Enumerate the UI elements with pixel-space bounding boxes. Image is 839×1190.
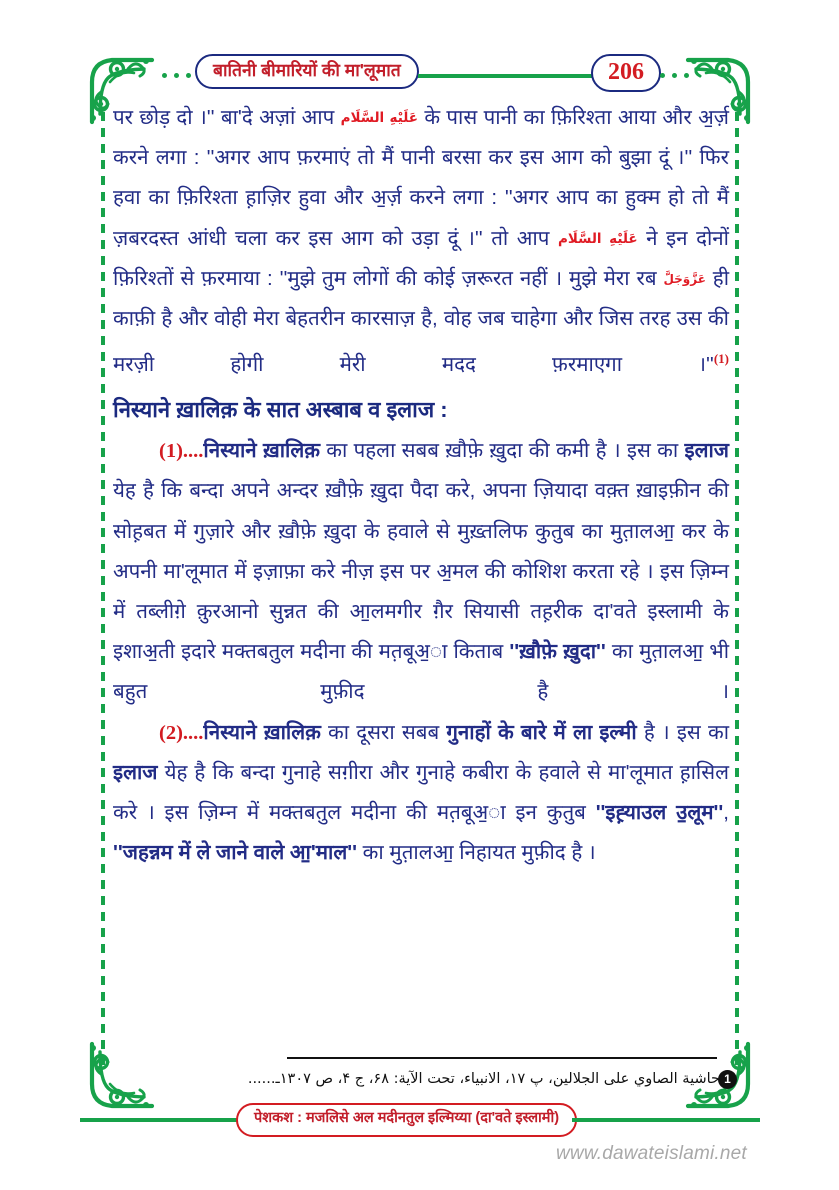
paragraph-narrative [113, 98, 729, 385]
page-header [100, 52, 738, 98]
body-text-column [113, 98, 729, 873]
run-text: का पहला सबब ख़ौफ़े ख़ुदा की कमी है । इस का [319, 439, 685, 463]
run-bold: गुनाहों के बारे में ला इल्मी [446, 720, 637, 744]
footnote-reference[interactable]: (1) [713, 351, 729, 367]
run-text: येह है कि बन्दा अपने अन्दर ख़ौफ़े ख़ुदा पैदा करे, अपना ज़ियादा वक़्त ख़ाइफ़ीन की सोह़बत में गुज़ारे और ख़ौफ़े ख़ुदा के हवाले से मुख़्तलिफ कुतुब का मुत़ालआ॒ कर के अपनी मा'लूमात में इज़ाफ़ा करे नीज़ इस पर अ॒मल की कोशिश करता रहे । इस ज़िम्न में तब्लीग़े क़ुरआनो सुन्नत की आ॒लमगीर ग़ैर सियासी तह़रीक दा'वते इस्लामी के इशाअ॒ती इदारे मक्तबतुल मदीना की मत़बूअ॒ा किताब [113, 479, 729, 664]
run-text: येह है कि बन्दा गुनाहे सग़ीरा और गुनाहे कबीरा के हवाले से मा'लूमात ह़ासिल करे । इस ज़िम्न में मक्तबतुल मदीना की मत़बूअ॒ा इन कुतुब [113, 760, 729, 825]
section-heading: निस्याने ख़ालिक़ के सात अस्बाब व इलाज : [113, 397, 448, 423]
footnote-leader-dots: ...... [247, 1071, 276, 1087]
website-watermark: www.dawateislami.net [556, 1143, 747, 1164]
footnote-separator [287, 1057, 717, 1059]
list-number: (2) [159, 721, 183, 744]
honorific-azzawajal: عَزَّوَجَلَّ [663, 271, 706, 286]
footnote-text [150, 1065, 720, 1095]
run-text: ने इन दोनों फ़िरिश्तों से फ़रमाया : ''मुझे तुम लोगों की कोई ज़रूरत नहीं । मुझे मेरा रब [113, 226, 729, 290]
list-number-dots: .... [182, 440, 204, 463]
run-text: का दूसरा सबब [320, 720, 447, 744]
footnote-citation: حاشية الصاوي على الجلالين، پ ۱۷، الانبياء، تحت الآية: ۶۸، ج ۴، ص ۱۳۰۷ـ [275, 1071, 720, 1087]
footer-rule-right [572, 1118, 760, 1122]
run-bold-book-title: ''इह़्याउल उ॒लूम'' [595, 801, 724, 825]
list-number: (1) [159, 440, 183, 463]
honorific-alaihis-salam: عَلَیْهِ السَّلَام [557, 230, 638, 247]
run-text: का मुत़ालआ॒ भी बहुत मुफ़ीद है । [113, 640, 730, 704]
run-bold-book-title: ''ख़ौफ़े ख़ुदा'' [509, 640, 606, 664]
header-dots-right [660, 73, 689, 78]
run-bold: निस्याने ख़ालिक़ [203, 439, 320, 463]
run-text: , [723, 801, 729, 825]
run-bold: इलाज [113, 760, 158, 784]
header-title: बातिनी बीमारियों की मा'लूमात [195, 54, 419, 89]
run-text: पर छोड़ दो ।'' बा'दे अज़ां आप [113, 106, 341, 129]
run-bold: इलाज [684, 439, 729, 463]
header-dots-left [162, 73, 191, 78]
paragraph-cause-2 [113, 713, 729, 874]
run-bold: निस्याने ख़ालिक़ [203, 720, 321, 744]
list-number-dots: .... [182, 721, 204, 744]
paragraph-cause-1 [113, 431, 729, 712]
run-text: है । इस का [636, 720, 730, 744]
run-text: का मुत़ालआ॒ निहायत मुफ़ीद है । [356, 841, 596, 865]
run-text: ही काफ़ी है और वोही मेरा बेहतरीन कारसाज़ है, वोह जब चाहेगा और जिस तरह उस की मरज़ी होगी मेरी मदद फ़रमाएगा ।'' [113, 266, 730, 377]
page-border-rail-right [735, 112, 739, 1067]
run-bold-book-title: ''जहन्नम में ले जाने वाले आ॒'माल'' [113, 841, 357, 865]
honorific-alaihis-salam: عَلَیْهِ السَّلَام [340, 110, 418, 126]
footnote-marker: 1 [718, 1070, 737, 1089]
footer-publisher: पेशकश : मजलिसे अल मदीनतुल इल्मिय्या (दा'वते इस्लामी) [236, 1103, 577, 1137]
page-footer [80, 1103, 760, 1137]
page-border-rail-left [101, 112, 105, 1067]
run-text: के पास पानी का फ़िरिश्ता आया और अ॒र्ज़ करने लगा : ''अगर आप फ़रमाएं तो मैं पानी बरसा कर इस आग को बुझा दूं ।'' फिर हवा का फ़िरिश्ता ह़ाज़िर हुवा और अ॒र्ज़ करने लगा : ''अगर आप का हुक्म हो तो मैं ज़बरदस्त आंधी चला कर इस आग को उड़ा दूं ।'' तो आप [113, 106, 729, 250]
page-number: 206 [591, 54, 661, 92]
